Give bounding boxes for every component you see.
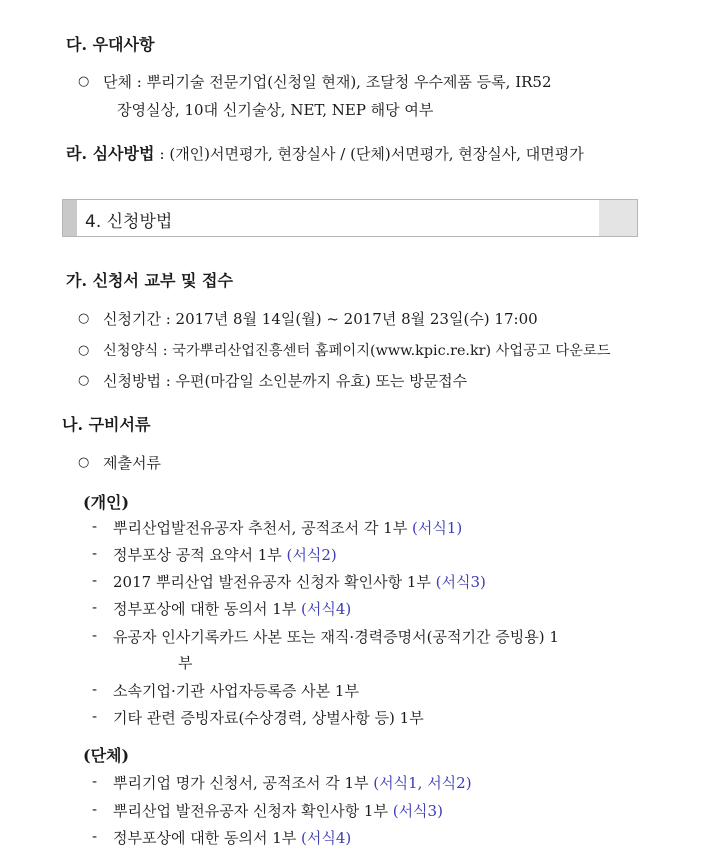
documents-heading: 나. 구비서류 — [62, 415, 151, 434]
documents-sub-bullet: 제출서류 — [103, 454, 161, 472]
individual-item: 유공자 인사기록카드 사본 또는 재직·경력증명서(공적기간 증빙용) 1 — [113, 628, 559, 646]
review-heading: 라. 심사방법 — [66, 144, 155, 163]
individual-item: 소속기업·기관 사업자등록증 사본 1부 — [113, 682, 359, 700]
submission-method: 신청방법 : 우편(마감일 소인분까지 유효) 또는 방문접수 — [103, 372, 468, 390]
group-label: (단체) — [83, 746, 130, 765]
section4-banner — [62, 199, 638, 237]
bullet-circle-icon: ○ — [78, 74, 90, 89]
banner-right-shade — [599, 200, 637, 236]
individual-item: 2017 뿌리산업 발전유공자 신청자 확인사항 1부 (서식3) — [113, 573, 486, 591]
dash-marker: - — [92, 598, 98, 616]
bullet-circle-icon: ○ — [78, 343, 90, 358]
group-item: 정부포상에 대한 동의서 1부 (서식4) — [113, 829, 352, 847]
dash-marker: - — [92, 772, 98, 790]
submission-form: 신청양식 : 국가뿌리산업진흥센터 홈페이지(www.kpic.re.kr) 사업공고 다운로드 — [103, 343, 611, 359]
bullet-circle-icon: ○ — [78, 455, 90, 470]
group-item: 뿌리기업 명가 신청서, 공적조서 각 1부 (서식1, 서식2) — [113, 774, 472, 792]
preferential-group-line2: 장영실상, 10대 신기술상, NET, NEP 해당 여부 — [117, 101, 434, 119]
bullet-circle-icon: ○ — [78, 373, 90, 388]
dash-marker: - — [92, 827, 98, 845]
preferential-group-line1: 단체 : 뿌리기술 전문기업(신청일 현재), 조달청 우수제품 등록, IR52 — [103, 73, 552, 91]
individual-item: 뿌리산업발전유공자 추천서, 공적조서 각 1부 (서식1) — [113, 519, 463, 537]
dash-marker: - — [92, 517, 98, 535]
dash-marker: - — [92, 800, 98, 818]
individual-item: 기타 관련 증빙자료(수상경력, 상벌사항 등) 1부 — [113, 709, 424, 727]
dash-marker: - — [92, 544, 98, 562]
bullet-circle-icon: ○ — [78, 311, 90, 326]
submission-period: 신청기간 : 2017년 8월 14일(월) ~ 2017년 8월 23일(수) 17:00 — [103, 310, 538, 328]
review-row — [66, 141, 584, 164]
dash-marker: - — [92, 707, 98, 725]
individual-item: 정부포상에 대한 동의서 1부 (서식4) — [113, 600, 352, 618]
submission-heading: 가. 신청서 교부 및 접수 — [66, 271, 233, 290]
individual-item: 정부포상 공적 요약서 1부 (서식2) — [113, 546, 337, 564]
dash-marker: - — [92, 680, 98, 698]
banner-left-bar — [63, 200, 77, 236]
preferential-heading: 다. 우대사항 — [66, 35, 155, 54]
individual-label: (개인) — [83, 493, 130, 512]
group-item: 뿌리산업 발전유공자 신청자 확인사항 1부 (서식3) — [113, 802, 443, 820]
dash-marker: - — [92, 571, 98, 589]
individual-item-continuation: 부 — [178, 654, 193, 672]
dash-marker: - — [92, 626, 98, 644]
review-text: : (개인)서면평가, 현장실사 / (단체)서면평가, 현장실사, 대면평가 — [159, 145, 584, 163]
section4-title: 4. 신청방법 — [85, 212, 173, 232]
